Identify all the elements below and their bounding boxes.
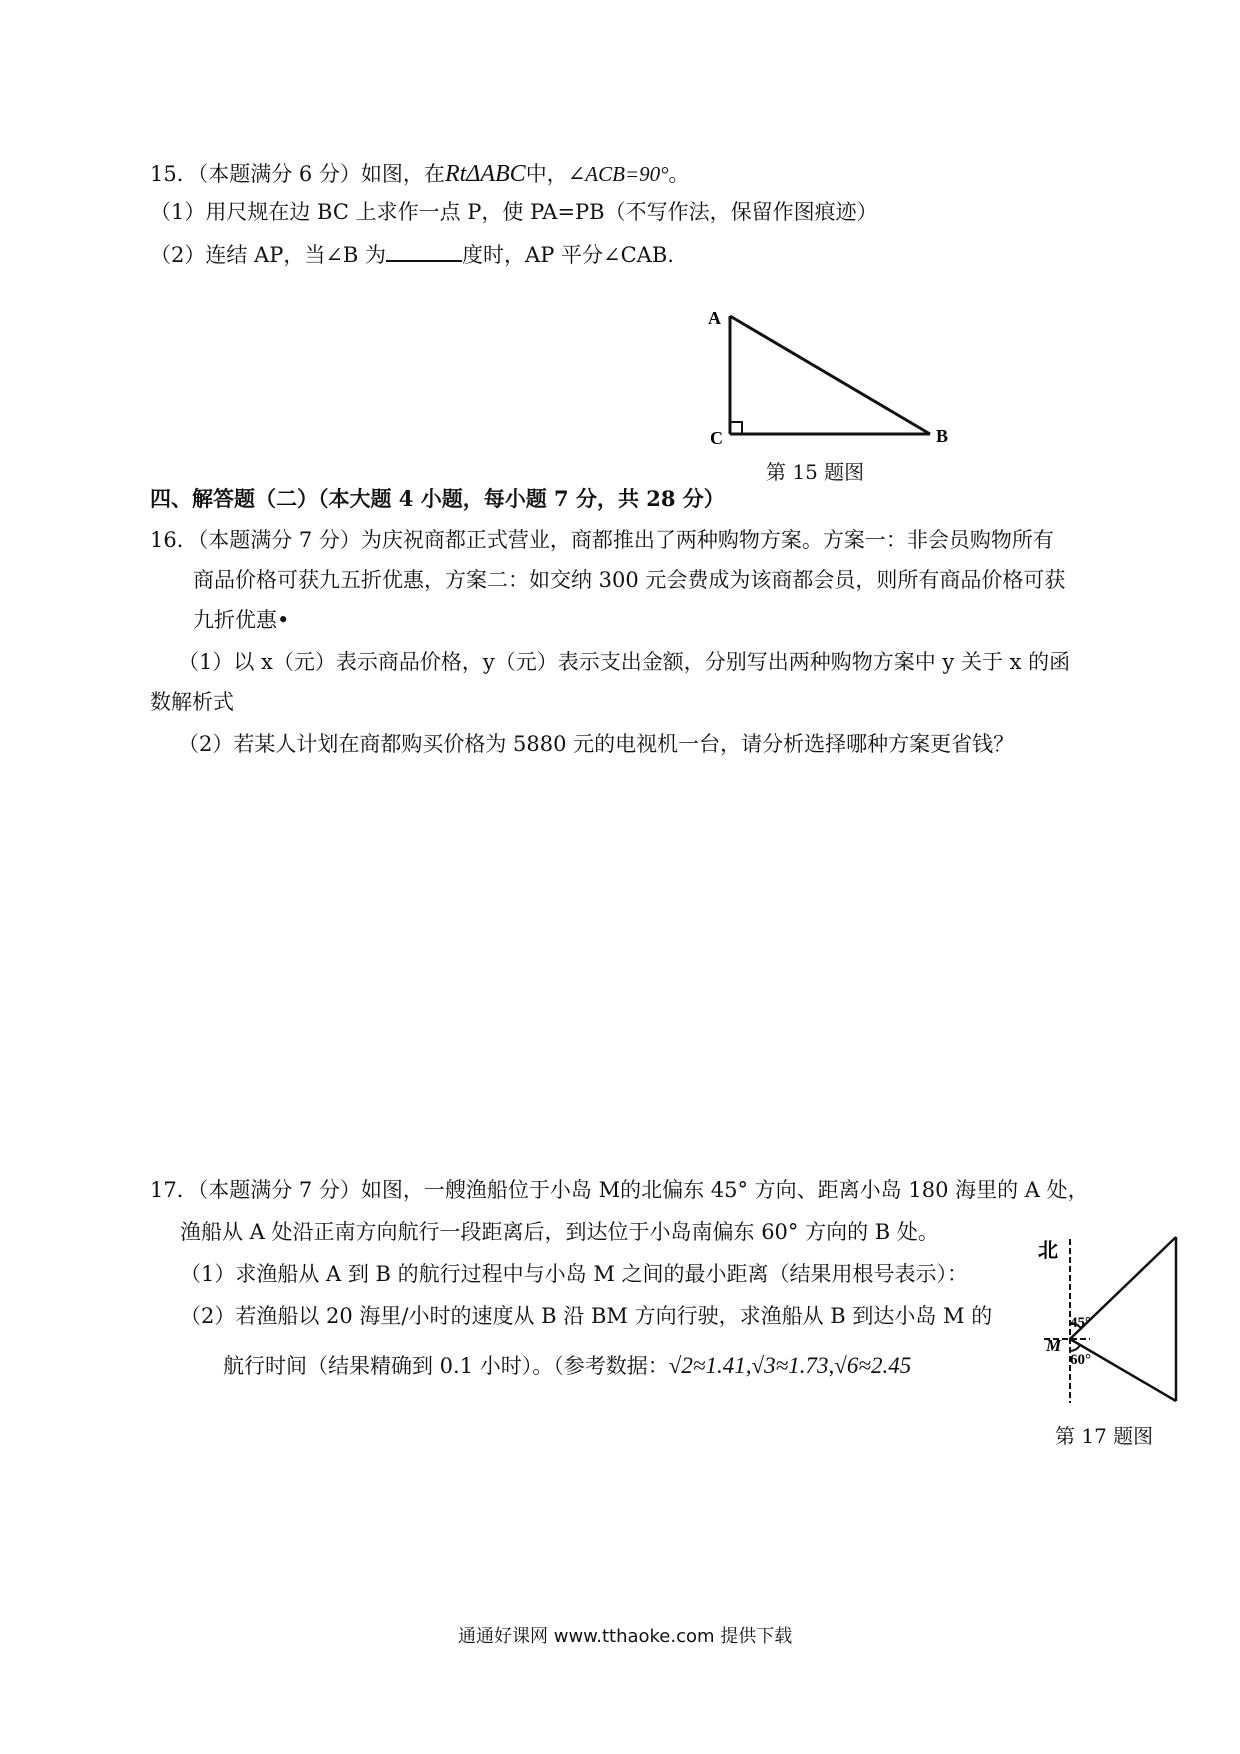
q15-text-mid: 中， <box>525 162 568 186</box>
q17-line-2: 渔船从 A 处沿正南方向航行一段距离后，到达位于小岛南偏东 60° 方向的 B 处。 <box>180 1220 939 1244</box>
angle-label-60: 60° <box>1070 1352 1091 1368</box>
q15-angle: ∠ACB=90° <box>567 162 669 186</box>
line-mb <box>1070 1339 1176 1401</box>
right-angle-mark <box>730 422 742 434</box>
q16-line-5: 数解析式 <box>150 690 234 714</box>
q17-line-5 <box>223 1352 911 1380</box>
q16-line-2: 商品价格可获九五折优惠，方案二：如交纳 300 元会费成为该商都会员，则所有商品价格可获 <box>193 568 1066 592</box>
side-ab <box>730 316 930 434</box>
angle-label-45: 45° <box>1070 1315 1091 1331</box>
q15-part2-end: 度时，AP 平分∠CAB. <box>462 243 674 267</box>
vertex-label-b: B <box>936 426 949 446</box>
vertex-label-c: C <box>710 428 723 448</box>
q16-line-4: （1）以 x（元）表示商品价格，y（元）表示支出金额，分别写出两种购物方案中 y 关于 x 的函 <box>178 650 1071 674</box>
q15-line-2: （1）用尺规在边 BC 上求作一点 P，使 PA=PB（不写作法，保留作图痕迹） <box>150 200 878 224</box>
q17-line-3: （1）求渔船从 A 到 B 的航行过程中与小岛 M 之间的最小距离（结果用根号表示）： <box>180 1262 969 1286</box>
q15-line-1 <box>150 160 690 189</box>
q17-bearing-figure <box>1030 1235 1190 1410</box>
q16-line-6: （2）若某人计划在商都购买价格为 5880 元的电视机一台，请分析选择哪种方案更省钱？ <box>178 732 1015 756</box>
q17-figure-caption: 第 17 题图 <box>1055 1424 1154 1448</box>
q17-part2-end-text: 航行时间（结果精确到 0.1 小时）。（参考数据： <box>223 1354 669 1378</box>
q15-number: 15．（本题满分 6 分）如图，在 <box>150 162 445 186</box>
footer-credit: 通通好课网 www.tthaoke.com 提供下载 <box>458 1626 793 1647</box>
point-label-m: M <box>1046 1336 1062 1355</box>
q15-triangle-name: RtΔABC <box>444 161 526 187</box>
q16-line-1: 16．（本题满分 7 分）为庆祝商都正式营业，商都推出了两种购物方案。方案一：非会员购物所有 <box>150 528 1054 552</box>
q15-text-end: 。 <box>668 162 690 186</box>
section-4-heading: 四、解答题（二）（本大题 4 小题，每小题 7 分，共 28 分） <box>150 486 725 511</box>
q17-line-4: （2）若渔船以 20 海里/小时的速度从 B 沿 BM 方向行驶，求渔船从 B 到达小岛 M 的 <box>180 1304 993 1328</box>
q15-figure-caption: 第 15 题图 <box>766 460 865 484</box>
q16-line-3: 九折优惠• <box>193 608 290 632</box>
q15-line-3 <box>150 242 674 268</box>
q17-reference-data: √2≈1.41,√3≈1.73,√6≈2.45 <box>668 1353 912 1378</box>
north-label: 北 <box>1038 1240 1058 1262</box>
q15-part2-start: （2）连结 AP，当∠B 为 <box>150 243 387 267</box>
vertex-label-a: A <box>708 308 721 328</box>
q15-triangle-figure <box>700 300 960 450</box>
angle-arc-60 <box>1070 1345 1080 1351</box>
answer-blank[interactable] <box>386 242 462 262</box>
q17-line-1: 17．（本题满分 7 分）如图，一艘渔船位于小岛 M的北偏东 45° 方向、距离小岛 180 海里的 A 处， <box>150 1178 1089 1202</box>
